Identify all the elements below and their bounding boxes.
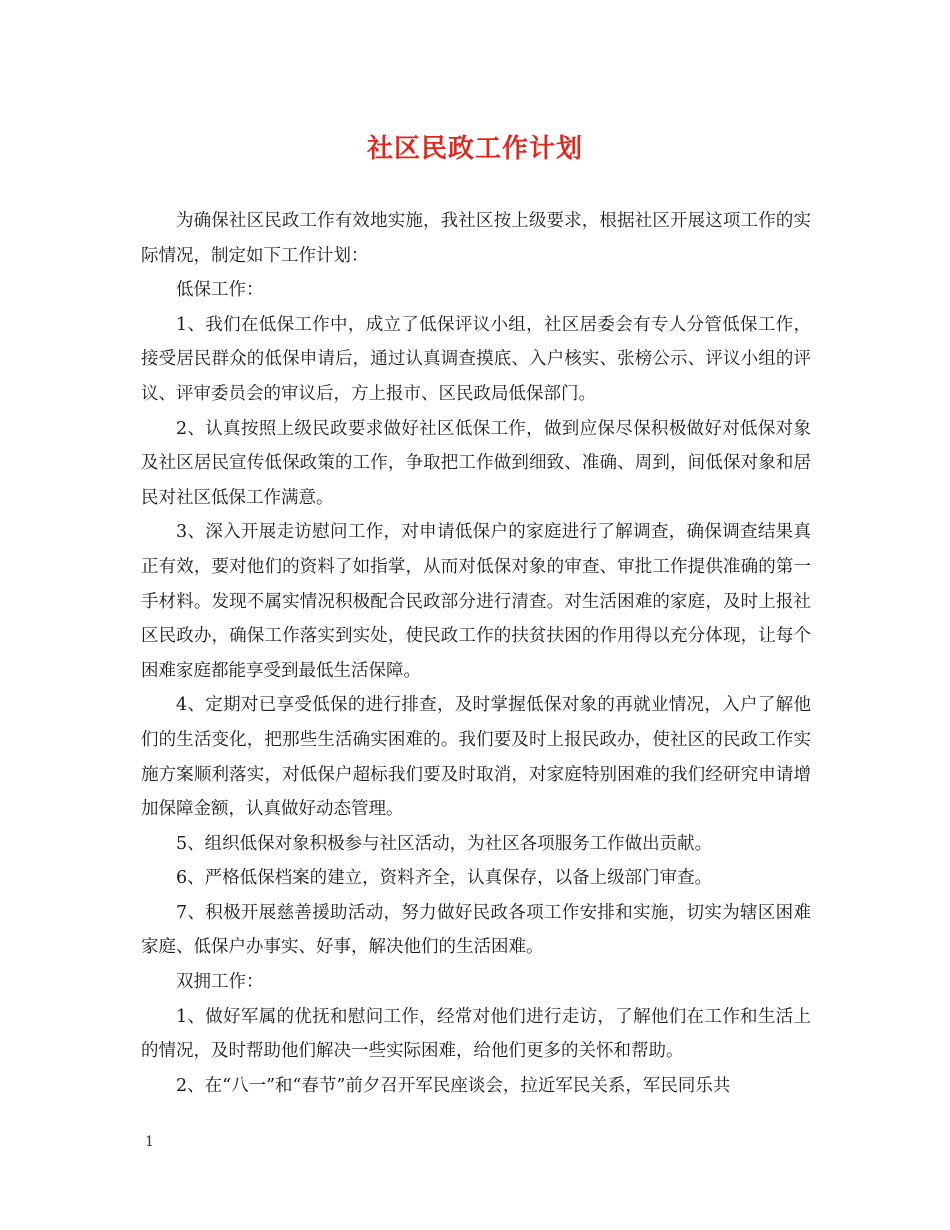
document-body: [141, 204, 811, 1103]
paragraph-dibao-5: 5、组织低保对象积极参与社区活动，为社区各项服务工作做出贡献。: [176, 833, 713, 854]
paragraph-dibao-1: 1、我们在低保工作中，成立了低保评议小组，社区居委会有专人分管低保工作，接受居民群众的低保申请后，通过认真调查摸底、入户核实、张榜公示、评议小组的评议、评审委员会的审议后，方上报市、区民政局低保部门。: [141, 314, 811, 404]
paragraph-dibao-3: 3、深入开展走访慰问工作，对申请低保户的家庭进行了解调查，确保调查结果真正有效，要对他们的资料了如指掌，从而对低保对象的审查、审批工作提供准确的第一手材料。发现不属实情况积极配合民政部分进行清查。对生活困难的家庭，及时上报社区民政办，确保工作落实到实处，使民政工作的扶贫扶困的作用得以充分体现，让每个困难家庭都能享受到最低生活保障。: [141, 522, 811, 681]
paragraph-intro: 为确保社区民政工作有效地实施，我社区按上级要求，根据社区开展这项工作的实际情况，制定如下工作计划：: [141, 211, 811, 266]
page-number: 1: [145, 1134, 154, 1150]
paragraph-dibao-2: 2、认真按照上级民政要求做好社区低保工作，做到应保尽保积极做好对低保对象及社区居民宣传低保政策的工作，争取把工作做到细致、准确、周到，间低保对象和居民对社区低保工作满意。: [141, 418, 811, 508]
paragraph-shuangyong-1: 1、做好军属的优抚和慰问工作，经常对他们进行走访，了解他们在工作和生活上的情况，及时帮助他们解决一些实际困难，给他们更多的关怀和帮助。: [141, 1006, 811, 1062]
paragraph-shuangyong-2: 2、在“八一”和“春节”前夕召开军民座谈会，拉近军民关系，军民同乐共: [176, 1075, 731, 1096]
section-heading-dibao: 低保工作：: [176, 280, 264, 301]
section-heading-shuangyong: 双拥工作：: [176, 972, 264, 993]
document-title: 社区民政工作计划: [366, 134, 583, 164]
paragraph-dibao-4: 4、定期对已享受低保的进行排查，及时掌握低保对象的再就业情况，入户了解他们的生活变化，把那些生活确实困难的。我们要及时上报民政办，使社区的民政工作实施方案顺利落实，对低保户超标我们要及时取消，对家庭特别困难的我们经研究申请增加保障金额，认真做好动态管理。: [141, 695, 811, 820]
paragraph-dibao-6: 6、严格低保档案的建立，资料齐全，认真保存，以备上级部门审查。: [176, 868, 713, 889]
paragraph-dibao-7: 7、积极开展慈善援助活动，努力做好民政各项工作安排和实施，切实为辖区困难家庭、低保户办事实、好事，解决他们的生活困难。: [141, 902, 811, 958]
